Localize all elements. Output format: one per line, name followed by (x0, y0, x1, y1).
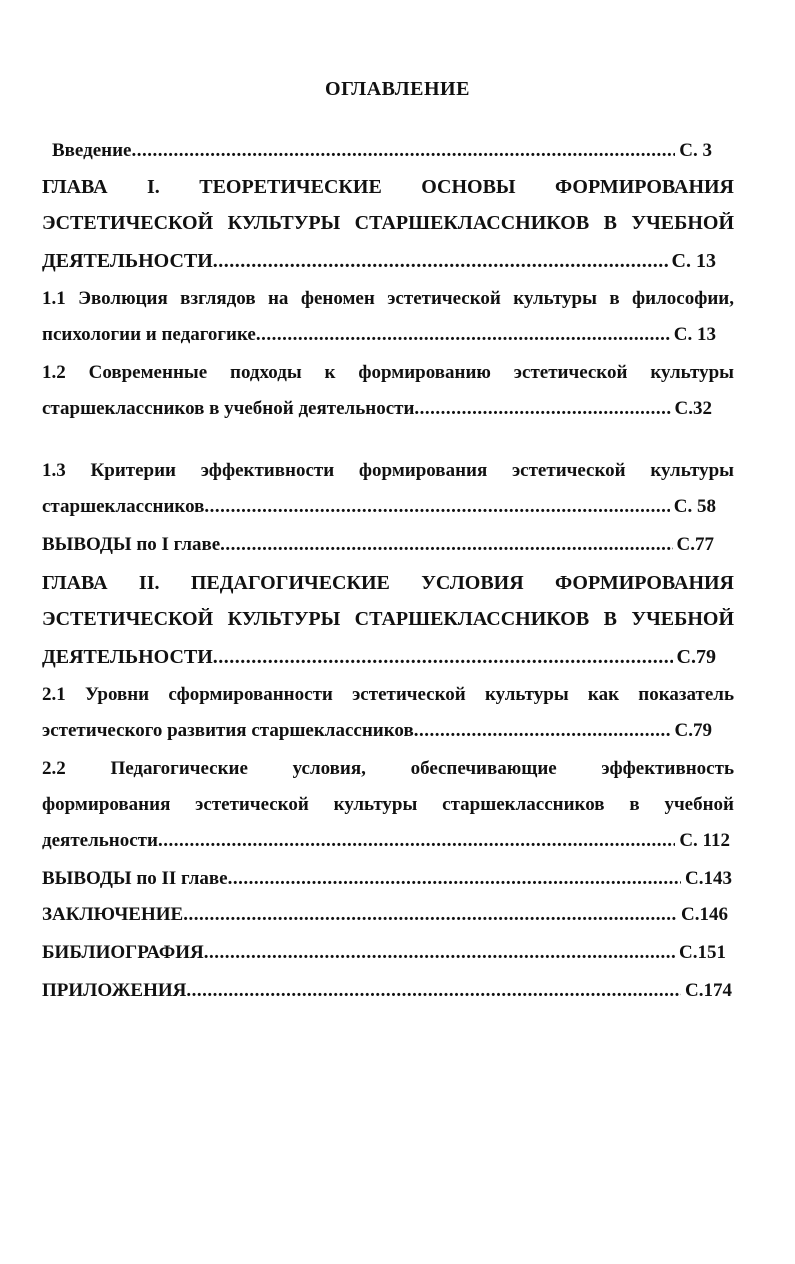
entry-page: С.143 (685, 868, 732, 889)
page-title: ОГЛАВЛЕНИЕ (325, 78, 470, 100)
leader-dots (204, 496, 669, 518)
leader-dots (414, 720, 671, 742)
leader-dots (213, 250, 668, 273)
entry-text: ВЫВОДЫ по I главе (42, 534, 221, 555)
entry-page: С.32 (674, 398, 712, 419)
entry-page: С. 58 (673, 496, 716, 517)
entry-text: ДЕЯТЕЛЬНОСТИ (42, 250, 213, 272)
leader-dots (186, 980, 681, 1002)
section-1-3-line1: 1.3 Критерии эффективности формирования эстетической культуры (42, 460, 734, 481)
toc-entry-2-1 (42, 720, 712, 750)
chapter1-line2: ЭСТЕТИЧЕСКОЙ КУЛЬТУРЫ СТАРШЕКЛАССНИКОВ В УЧЕБНОЙ (42, 212, 734, 234)
entry-page: С. 13 (671, 250, 716, 272)
toc-entry-conclusions-1 (42, 534, 714, 564)
leader-dots (213, 646, 673, 669)
entry-text: ПРИЛОЖЕНИЯ (42, 980, 187, 1001)
entry-text: деятельности (42, 830, 158, 851)
leader-dots (256, 324, 670, 346)
entry-page: С.77 (676, 534, 714, 555)
leader-dots (204, 942, 675, 964)
entry-page: С. 112 (679, 830, 730, 851)
toc-entry-chapter1 (42, 250, 716, 280)
leader-dots (158, 830, 675, 852)
entry-text: старшеклассников в учебной деятельности (42, 398, 415, 419)
entry-text: Введение (52, 140, 132, 161)
entry-text: ЗАКЛЮЧЕНИЕ (42, 904, 184, 925)
toc-entry-chapter2 (42, 646, 716, 676)
entry-page: С.151 (679, 942, 726, 963)
leader-dots (132, 140, 676, 162)
leader-dots (183, 904, 677, 926)
section-1-1-line1: 1.1 Эволюция взглядов на феномен эстетической культуры в философии, (42, 288, 734, 309)
entry-text: эстетического развития старшеклассников (42, 720, 414, 741)
entry-text: психологии и педагогике (42, 324, 256, 345)
toc-entry-conclusions-2 (42, 868, 732, 898)
entry-page: С.79 (676, 646, 716, 668)
entry-page: С. 3 (679, 140, 712, 161)
toc-entry-1-2 (42, 398, 712, 428)
toc-entry-intro (52, 140, 712, 170)
entry-text: ДЕЯТЕЛЬНОСТИ (42, 646, 213, 668)
leader-dots (228, 868, 681, 890)
section-2-2-line2: формирования эстетической культуры старшеклассников в учебной (42, 794, 734, 815)
chapter2-line1: ГЛАВА II. ПЕДАГОГИЧЕСКИЕ УСЛОВИЯ ФОРМИРОВАНИЯ (42, 572, 734, 594)
toc-entry-1-3 (42, 496, 716, 526)
section-1-2-line1: 1.2 Современные подходы к формированию эстетической культуры (42, 362, 734, 383)
leader-dots (414, 398, 670, 420)
leader-dots (220, 534, 672, 556)
chapter2-line2: ЭСТЕТИЧЕСКОЙ КУЛЬТУРЫ СТАРШЕКЛАССНИКОВ В УЧЕБНОЙ (42, 608, 734, 630)
entry-page: С.174 (685, 980, 732, 1001)
chapter1-line1: ГЛАВА I. ТЕОРЕТИЧЕСКИЕ ОСНОВЫ ФОРМИРОВАНИЯ (42, 176, 734, 198)
entry-text: БИБЛИОГРАФИЯ (42, 942, 204, 963)
entry-page: С. 13 (673, 324, 716, 345)
entry-page: С.146 (681, 904, 728, 925)
entry-text: старшеклассников (42, 496, 205, 517)
toc-entry-appendix (42, 980, 732, 1010)
entry-text: ВЫВОДЫ по II главе (42, 868, 228, 889)
section-2-2-line1: 2.2 Педагогические условия, обеспечивающие эффективность (42, 758, 734, 779)
toc-entry-2-2 (42, 830, 730, 860)
toc-entry-1-1 (42, 324, 716, 354)
toc-entry-bibliography (42, 942, 726, 972)
section-2-1-line1: 2.1 Уровни сформированности эстетической культуры как показатель (42, 684, 734, 705)
entry-page: С.79 (674, 720, 712, 741)
toc-entry-conclusion (42, 904, 728, 934)
